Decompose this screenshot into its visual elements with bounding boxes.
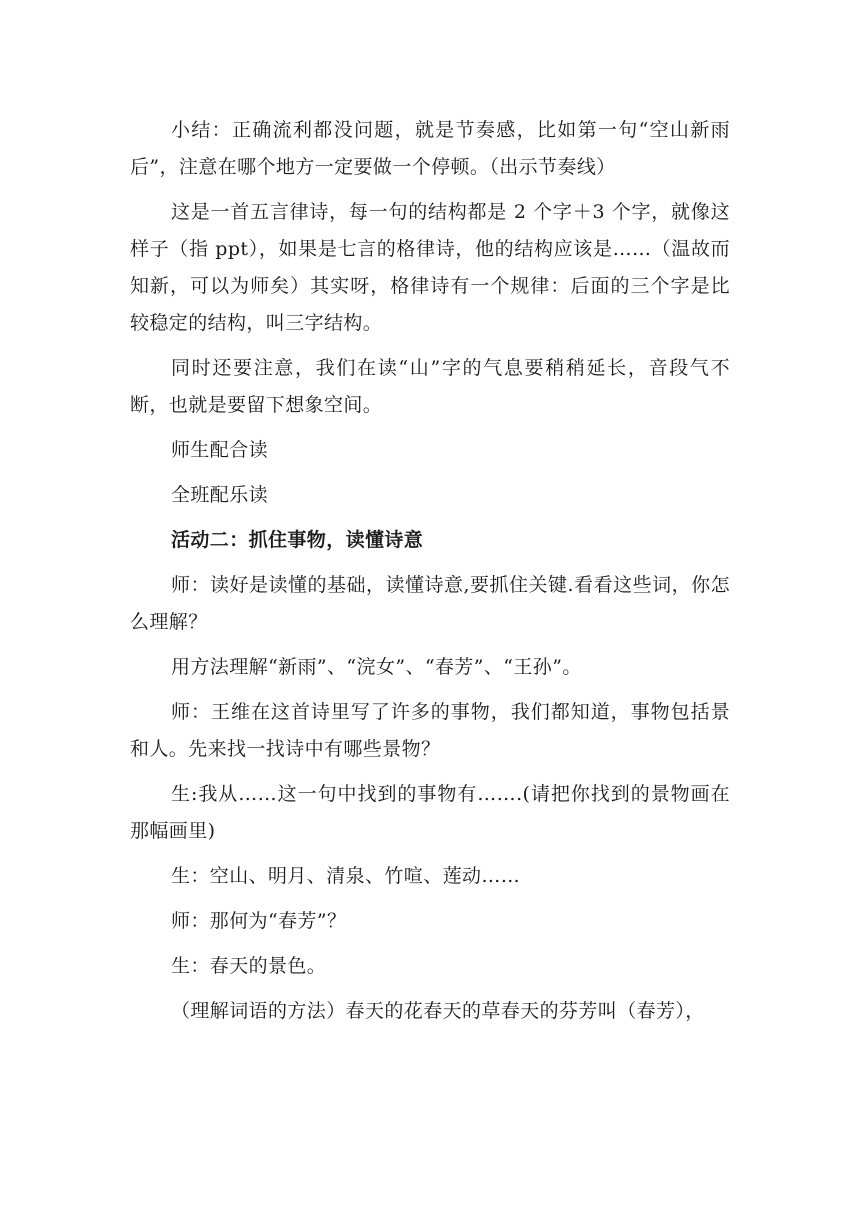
paragraph-teacher-question: 师：读好是读懂的基础，读懂诗意,要抓住关键.看看这些词，你怎么理解？ (130, 574, 730, 633)
paragraph-word-method: 用方法理解“新雨”、“浣女”、“春芳”、“王孙”。 (171, 656, 582, 678)
paragraph-breath: 同时还要注意，我们在读“山”字的气息要稍稍延长，音段气不断，也就是要留下想象空间。 (130, 357, 730, 416)
paragraph-teacher-chunfang: 师：那何为“春芳”？ (171, 910, 347, 932)
paragraph-summary: 小结：正确流利都没问题，就是节奏感，比如第一句“空山新雨后”，注意在哪个地方一定要做一个停顿。（出示节奏线） (130, 119, 730, 178)
paragraph-class-music-reading: 全班配乐读 (171, 484, 269, 506)
paragraph-student-list: 生：空山、明月、清泉、竹喧、莲动…… (171, 865, 521, 887)
document-body (130, 112, 730, 1038)
paragraph-student-found: 生:我从……这一句中找到的事物有…….(请把你找到的景物画在那幅画里) (130, 783, 730, 842)
paragraph-teacher-student-reading: 师生配合读 (171, 439, 269, 461)
paragraph-structure: 这是一首五言律诗，每一句的结构都是 2 个字＋3 个字，就像这样子（指 ppt），如果是七言的格律诗，他的结构应该是……（温故而知新，可以为师矣）其实呀，格律诗有一个规律：后面的三个字是比较稳定的结构，叫三字结构。 (130, 201, 730, 334)
paragraph-student-answer: 生：春天的景色。 (171, 955, 327, 977)
activity-two-heading: 活动二：抓住事物，读懂诗意 (171, 529, 424, 551)
paragraph-word-explanation: （理解词语的方法）春天的花春天的草春天的芬芳叫（春芳）， (171, 1000, 705, 1022)
paragraph-teacher-scenery: 师：王维在这首诗里写了许多的事物，我们都知道，事物包括景和人。先来找一找诗中有哪些景物？ (130, 701, 730, 760)
